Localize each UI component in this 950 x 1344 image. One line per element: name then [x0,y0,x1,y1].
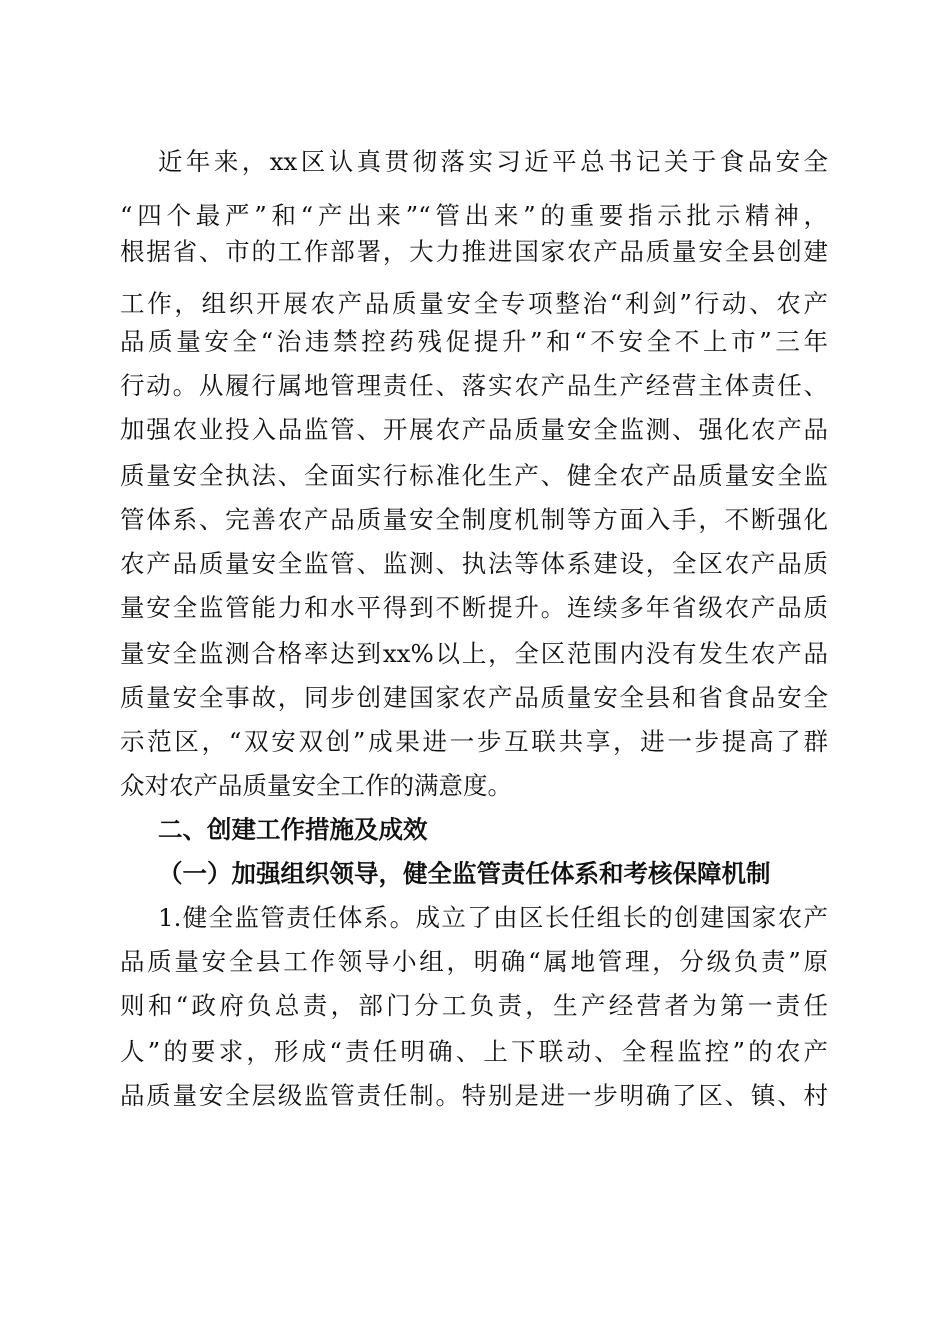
section-heading: 二、创建工作措施及成效 [158,815,428,844]
item-line-2: 品质量安全县工作领导小组，明确“属地管理，分级负责”原 [120,947,828,976]
intro-line-4: 工作，组织开展农产品质量安全专项整治“利剑”行动、农产 [120,289,828,318]
intro-line-2: “四个最严”和“产出来”“管出来”的重要指示批示精神， [120,201,828,230]
intro-line-13: 质量安全事故，同步创建国家农产品质量安全县和省食品安全 [120,683,828,712]
intro-line-7: 加强农业投入品监管、开展农产品质量安全监测、强化农产品 [120,415,828,444]
intro-line-12: 量安全监测合格率达到xx%以上，全区范围内没有发生农产品 [120,639,828,668]
intro-line-1: 近年来，xx区认真贯彻落实习近平总书记关于食品安全 [158,147,828,176]
intro-line-11: 量安全监管能力和水平得到不断提升。连续多年省级农产品质 [120,593,828,622]
subsection-heading: （一）加强组织领导，健全监管责任体系和考核保障机制 [158,859,771,888]
intro-line-5: 品质量安全“治违禁控药残促提升”和“不安全不上市”三年 [120,327,828,356]
intro-line-10: 农产品质量安全监管、监测、执法等体系建设，全区农产品质 [120,549,828,578]
item-line-1: 1.健全监管责任体系。成立了由区长任组长的创建国家农产 [158,903,828,932]
item-line-3: 则和“政府负总责，部门分工负责，生产经营者为第一责任 [120,991,828,1020]
item-line-4: 人”的要求，形成“责任明确、上下联动、全程监控”的农产 [120,1037,828,1066]
intro-line-9: 管体系、完善农产品质量安全制度机制等方面入手，不断强化 [120,505,828,534]
intro-line-15: 众对农产品质量安全工作的满意度。 [120,771,512,800]
intro-line-3: 根据省、市的工作部署，大力推进国家农产品质量安全县创建 [120,237,828,266]
intro-line-8: 质量安全执法、全面实行标准化生产、健全农产品质量安全监 [120,461,828,490]
intro-line-6: 行动。从履行属地管理责任、落实农产品生产经营主体责任、 [120,371,828,400]
intro-line-14: 示范区，“双安双创”成果进一步互联共享，进一步提高了群 [120,727,828,756]
item-line-5: 品质量安全层级监管责任制。特别是进一步明确了区、镇、村 [120,1081,828,1110]
